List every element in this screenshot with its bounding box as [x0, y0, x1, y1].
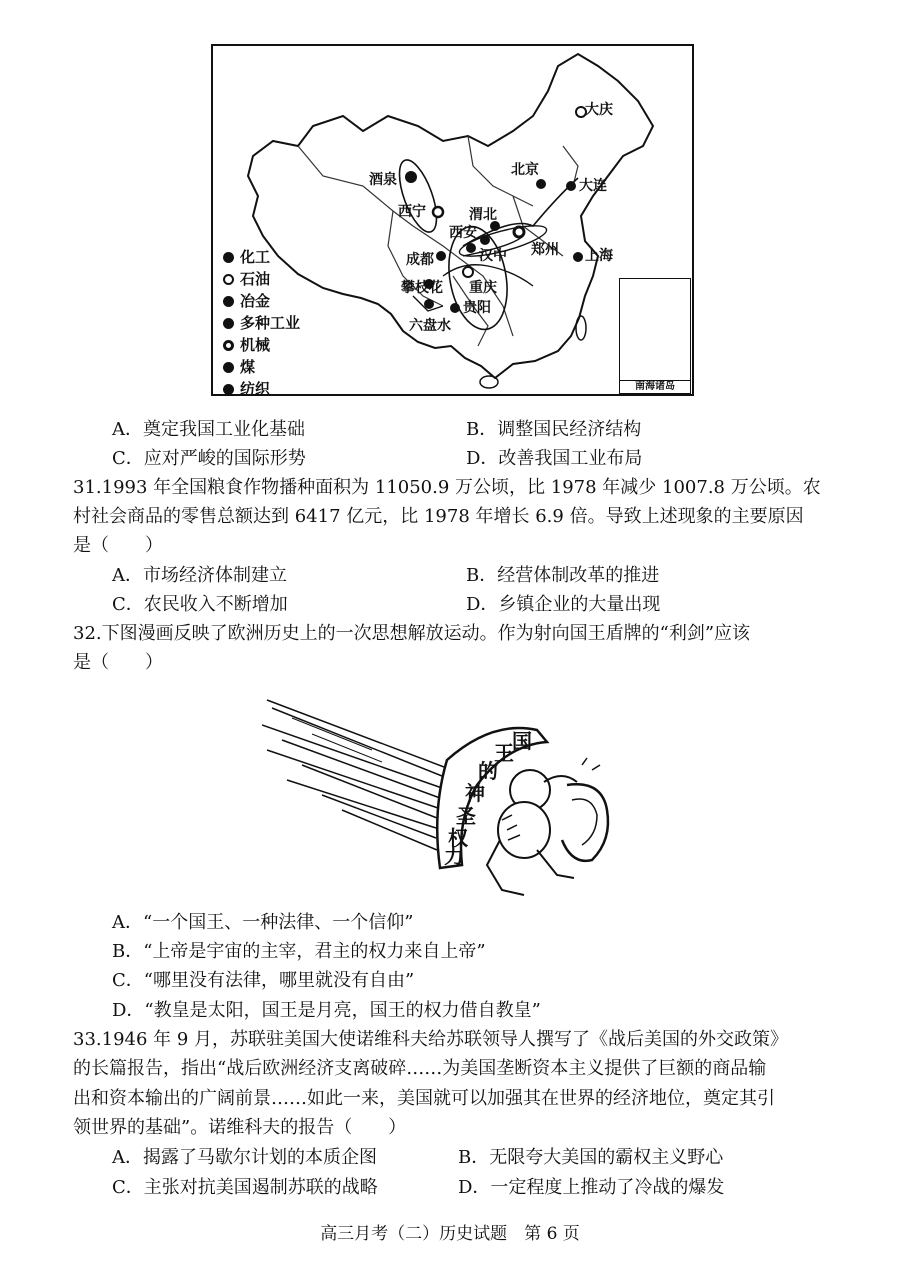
q33-stem-line3: 出和资本输出的广阔前景……如此一来，美国就可以加强其在世界的经济地位，奠定其引 — [73, 1088, 775, 1109]
shield-char-2: 王 — [494, 741, 514, 765]
shield-char-7: 力 — [444, 844, 464, 868]
dot-ring-icon — [223, 340, 234, 351]
q30-option-c: C．应对严峻的国际形势 — [112, 448, 306, 469]
q32-stem-line1: 32.下图漫画反映了欧洲历史上的一次思想解放运动。作为射向国王盾牌的“利剑”应该 — [73, 623, 751, 644]
xining-marker — [433, 207, 443, 217]
q31-option-c: C．农民收入不断增加 — [112, 594, 288, 615]
zhengzhou-marker — [514, 227, 524, 237]
shield-char-6: 权 — [448, 826, 468, 850]
city-label-chengdu: 成都 — [406, 252, 434, 268]
q32-option-a: A．“一个国王、一种法律、一个信仰” — [112, 912, 414, 933]
page-footer: 高三月考（二）历史试题 第 6 页 — [320, 1224, 580, 1244]
cartoon-knight-shield — [262, 690, 642, 905]
filled-dot-icon — [223, 252, 234, 263]
q32-option-b: B．“上帝是宇宙的主宰，君主的权力来自上帝” — [112, 941, 486, 962]
city-label-shanghai: 上海 — [585, 248, 613, 264]
city-label-panzhihua: 攀枝花 — [401, 280, 443, 296]
q33-option-b: B．无限夸大美国的霸权主义野心 — [458, 1147, 724, 1168]
shield-char-4: 神 — [465, 781, 485, 805]
q31-option-a: A．市场经济体制建立 — [112, 565, 287, 586]
city-label-xian: 西安 — [449, 225, 477, 241]
city-label-weibei: 渭北 — [469, 207, 497, 223]
filled-dot-icon — [223, 384, 234, 395]
shield-char-1: 国 — [512, 729, 532, 753]
shanghai-marker — [573, 252, 583, 262]
q30-option-a: A．奠定我国工业化基础 — [112, 419, 305, 440]
industry-map — [211, 44, 694, 396]
city-label-daqing: 大庆 — [585, 102, 613, 118]
filled-dot-icon — [223, 362, 234, 373]
q33-option-a: A．揭露了马歇尔计划的本质企图 — [112, 1147, 377, 1168]
shield-char-3: 的 — [478, 759, 498, 783]
city-label-dalian: 大连 — [579, 178, 607, 194]
city-label-zhengzhou: 郑州 — [531, 242, 559, 258]
q33-option-c: C．主张对抗美国遏制苏联的战略 — [112, 1177, 378, 1198]
q33-stem-line1: 33.1946 年 9 月，苏联驻美国大使诺维科夫给苏联领导人撰写了《战后美国的外交政策》 — [73, 1029, 789, 1050]
inset-label: 南海诸岛 — [620, 380, 690, 393]
legend-item-chemical: 化工 — [223, 248, 270, 266]
hanzhong-marker — [466, 243, 476, 253]
q31-option-b: B．经营体制改革的推进 — [466, 565, 660, 586]
guiyang-marker — [450, 303, 460, 313]
q32-stem-line2: 是（ ） — [73, 652, 163, 673]
q32-option-d: D．“教皇是太阳，国王是月亮，国王的权力借自教皇” — [112, 1000, 541, 1021]
q30-option-d: D．改善我国工业布局 — [466, 448, 643, 469]
q31-stem-line2: 村社会商品的零售总额达到 6417 亿元，比 1978 年增长 6.9 倍。导致上述现象的主要原因 — [73, 506, 804, 527]
q33-stem-line2: 的长篇报告，指出“战后欧洲经济支离破碎……为美国垄断资本主义提供了巨额的商品输 — [73, 1058, 767, 1079]
city-label-xining: 西宁 — [398, 204, 426, 220]
chongqing-marker — [463, 267, 473, 277]
legend-item-machinery: 机械 — [223, 336, 270, 354]
legend-item-textile: 纺织 — [223, 380, 270, 398]
xian-marker — [480, 235, 490, 245]
city-label-beijing: 北京 — [511, 162, 539, 178]
cartoon-drawing — [262, 690, 642, 905]
ring-icon — [223, 274, 234, 285]
q33-stem-line4: 领世界的基础”。诺维科夫的报告（ ） — [73, 1117, 407, 1138]
city-label-guiyang: 贵阳 — [463, 300, 491, 316]
q30-option-b: B．调整国民经济结构 — [466, 419, 642, 440]
legend-item-metallurgy: 冶金 — [223, 292, 270, 310]
legend-item-coal: 煤 — [223, 358, 255, 376]
liupanshui-marker — [424, 299, 434, 309]
q32-option-c: C．“哪里没有法律，哪里就没有自由” — [112, 970, 415, 991]
filled-dot-icon — [223, 318, 234, 329]
dalian-marker — [566, 181, 576, 191]
city-label-chongqing: 重庆 — [469, 280, 497, 296]
q31-stem-line1: 31.1993 年全国粮食作物播种面积为 11050.9 万公顷，比 1978 年减少 1007.8 万公顷。农 — [73, 477, 821, 498]
filled-dot-icon — [223, 296, 234, 307]
shield-char-5: 圣 — [456, 804, 476, 828]
chengdu-marker — [436, 251, 446, 261]
q33-option-d: D．一定程度上推动了冷战的爆发 — [458, 1177, 725, 1198]
south-china-sea-inset — [619, 278, 691, 394]
city-label-liupanshui: 六盘水 — [409, 318, 451, 334]
q31-stem-line3: 是（ ） — [73, 535, 163, 556]
city-label-jiuquan: 酒泉 — [369, 172, 397, 188]
jiuquan-marker — [405, 171, 417, 183]
q31-option-d: D．乡镇企业的大量出现 — [466, 594, 661, 615]
beijing-marker — [536, 179, 546, 189]
city-label-hanzhong: 汉中 — [479, 248, 507, 264]
legend-item-oil: 石油 — [223, 270, 270, 288]
legend-item-multi-industry: 多种工业 — [223, 314, 300, 332]
